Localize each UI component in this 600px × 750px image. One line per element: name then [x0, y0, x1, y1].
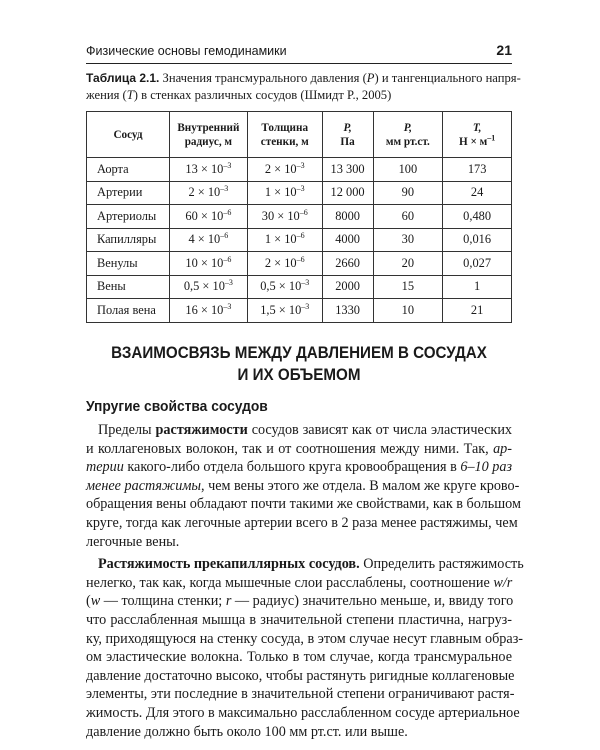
cell-vessel: Артериолы [87, 205, 170, 229]
cell-p-mmhg: 15 [373, 275, 443, 299]
paragraph-line: что расслабленная мышца в значительной степени пластична, нагруз- [86, 611, 512, 628]
cell-p-pa: 4000 [322, 228, 373, 252]
table-row [87, 275, 512, 299]
paragraph-line: ом эластические волокна. Только в том случае, когда трансмуральное [86, 649, 512, 666]
paragraph-line: менее растяжимы, чем вены этого же отдела. В малом же круге крово- [86, 477, 520, 494]
table-row [87, 228, 512, 252]
table-header-row [87, 112, 512, 158]
paragraph-line: обращения вены обладают почти такими же свойствами, как в большом [86, 496, 521, 513]
paragraph-line: и коллагеновых волокон, так и от соотношения между ними. Так, ар- [86, 440, 512, 457]
cell-vessel: Капилляры [87, 228, 170, 252]
table-row [87, 205, 512, 229]
cell-p-pa: 2660 [322, 252, 373, 276]
cell-vessel: Аорта [87, 158, 170, 182]
cell-p-mmhg: 30 [373, 228, 443, 252]
paragraph-line: легочные вены. [86, 533, 180, 550]
paragraph-line: Пределы растяжимости сосудов зависят как от числа эластических [98, 422, 513, 438]
cell-radius: $0,5 \times 10^{-3}$ [169, 275, 247, 299]
cell-p-mmhg: 20 [373, 252, 443, 276]
table-row [87, 299, 512, 323]
paragraph-line: элементы, эти последние в значительной степени ограничивают растя- [86, 686, 515, 703]
paragraph-line: жимость. Для этого в максимально расслабленном сосуде артериальное [86, 704, 520, 721]
running-title: Физические основы гемодинамики [86, 44, 287, 58]
caption-label: Таблица 2.1. [86, 71, 160, 85]
section-heading: ВЗАИМОСВЯЗЬ МЕЖДУ ДАВЛЕНИЕМ В СОСУДАХ И ИХ ОБЪЕМОМ [111, 344, 487, 384]
cell-p-mmhg: 90 [373, 181, 443, 205]
cell-vessel: Вены [87, 275, 170, 299]
header-radius: Внутренний радиус, м [169, 112, 247, 158]
cell-p-pa: 1330 [322, 299, 373, 323]
cell-p-pa: 2000 [322, 275, 373, 299]
cell-radius: $13 \times 10^{-3}$ [169, 158, 247, 182]
cell-t: 0,027 [443, 252, 512, 276]
caption-line: Таблица 2.1. Значения трансмурального давления (P) и тангенциального напря- [86, 71, 521, 85]
cell-t: 0,480 [443, 205, 512, 229]
header-vessel: Сосуд [87, 112, 170, 158]
header-t: T, $Н \times м^{-1}$ [443, 112, 512, 158]
cell-radius: $4 \times 10^{-6}$ [169, 228, 247, 252]
page-number: 21 [496, 42, 512, 58]
cell-t: 0,016 [443, 228, 512, 252]
cell-wall: $1 \times 10^{-6}$ [247, 228, 322, 252]
cell-wall: $30 \times 10^{-6}$ [247, 205, 322, 229]
cell-wall: $2 \times 10^{-3}$ [247, 158, 322, 182]
paragraph-line: (w — толщина стенки; r — радиус) значительно меньше, и, ввиду того [86, 593, 514, 610]
paragraph-line: круге, тогда как легочные артерии всего в 2 раза менее растяжимы, чем [86, 514, 518, 531]
running-head [86, 41, 512, 64]
header-wall: Толщина стенки, м [247, 112, 322, 158]
paragraph-line: терии какого-либо отдела большого круга кровообращения в 6–10 раз [86, 459, 513, 476]
cell-wall: $0,5 \times 10^{-3}$ [247, 275, 322, 299]
cell-vessel: Венулы [87, 252, 170, 276]
paragraph-line: давление должно быть около 100 мм рт.ст. или выше. [86, 723, 408, 740]
paragraph-line: Растяжимость прекапиллярных сосудов. Определить растяжимость [98, 556, 524, 573]
cell-p-pa: 12 000 [322, 181, 373, 205]
body-text [86, 421, 524, 741]
paragraph-line: ку, приходящуюся на стенку сосуда, в этом случае несут главным образ- [86, 630, 524, 647]
table-caption [86, 70, 521, 104]
subsection-heading: Упругие свойства сосудов [86, 398, 268, 415]
cell-vessel: Полая вена [87, 299, 170, 323]
caption-line: жения (T) в стенках различных сосудов (Шмидт Р., 2005) [86, 88, 392, 102]
table-body [87, 158, 512, 323]
cell-radius: $2 \times 10^{-3}$ [169, 181, 247, 205]
vessel-pressure-table [86, 111, 512, 323]
cell-t: 24 [443, 181, 512, 205]
cell-radius: $16 \times 10^{-3}$ [169, 299, 247, 323]
cell-wall: $1,5 \times 10^{-3}$ [247, 299, 322, 323]
paragraph-line: нелегко, так как, когда мышечные слои расслаблены, соотношение w/r [86, 574, 513, 591]
cell-p-pa: 8000 [322, 205, 373, 229]
cell-t: 173 [443, 158, 512, 182]
cell-t: 1 [443, 275, 512, 299]
cell-t: 21 [443, 299, 512, 323]
table-row [87, 181, 512, 205]
cell-wall: $1 \times 10^{-3}$ [247, 181, 322, 205]
cell-vessel: Артерии [87, 181, 170, 205]
paragraph-line: давление достаточно высоко, чтобы растянуть ригидные коллагеновые [86, 667, 515, 684]
cell-p-mmhg: 60 [373, 205, 443, 229]
table-row [87, 252, 512, 276]
cell-radius: $60 \times 10^{-6}$ [169, 205, 247, 229]
header-p-mmhg: P, мм рт.ст. [373, 112, 443, 158]
table-row [87, 158, 512, 182]
header-p-pa: P, Па [322, 112, 373, 158]
cell-p-mmhg: 100 [373, 158, 443, 182]
cell-p-mmhg: 10 [373, 299, 443, 323]
cell-p-pa: 13 300 [322, 158, 373, 182]
cell-radius: $10 \times 10^{-6}$ [169, 252, 247, 276]
cell-wall: $2 \times 10^{-6}$ [247, 252, 322, 276]
